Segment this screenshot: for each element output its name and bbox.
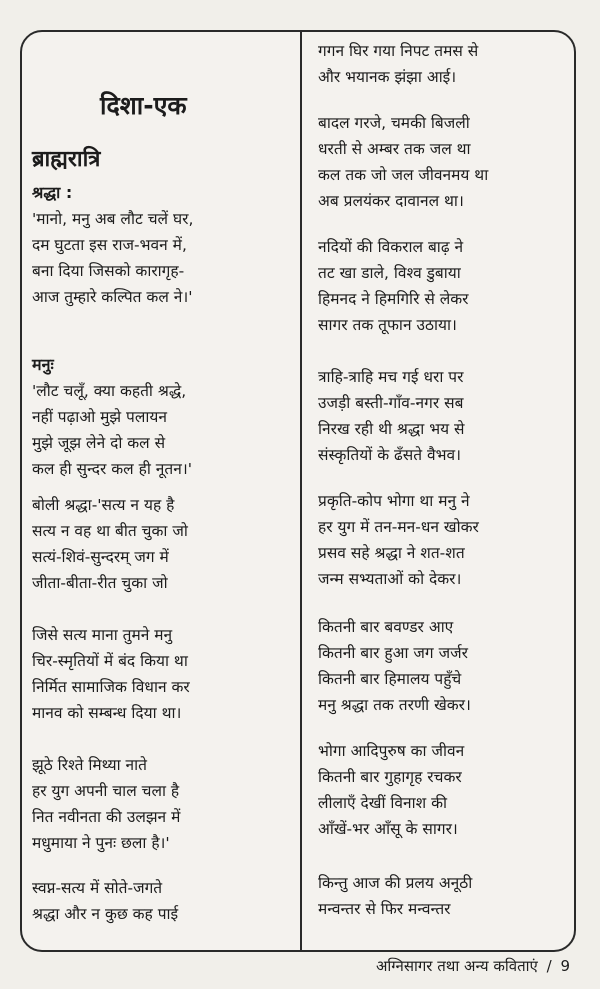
left-stanza [32,492,188,596]
left-stanza [32,752,180,856]
verse-line: उजड़ी बस्ती-गाँव-नगर सब [318,394,464,412]
footer-separator: / [546,957,552,975]
verse-line: हर युग अपनी चाल चला है [32,782,180,800]
verse-line: नहीं पढ़ाओ मुझे पलायन [32,408,167,426]
verse-line: मानव को सम्बन्ध दिया था। [32,704,182,722]
book-title: अग्निसागर तथा अन्य कविताएं [375,957,538,975]
verse-line: कितनी बार गुहागृह रचकर [318,768,462,786]
verse-line: दम घुटता इस राज-भवन में, [32,236,187,254]
verse-line: आज तुम्हारे कल्पित कल ने।' [32,288,193,306]
verse-line: धरती से अम्बर तक जल था [318,140,471,158]
verse-line: झूठे रिश्ते मिथ्या नाते [32,756,148,774]
verse-line: गगन घिर गया निपट तमस से [318,42,479,60]
verse-line: जन्म सभ्यताओं को देकर। [318,570,462,588]
poem-title: ब्राह्मरात्रि [32,147,101,172]
verse-line: प्रसव सहे श्रद्धा ने शत-शत [318,544,465,562]
verse-line: बना दिया जिसको कारागृह- [32,262,185,280]
verse-line: बादल गरजे, चमकी बिजली [318,114,470,132]
left-stanza [32,875,178,927]
left-stanza [32,622,190,726]
verse-line: कितनी बार हिमालय पहुँचे [318,670,462,688]
verse-line: मन्वन्तर से फिर मन्वन्तर [318,900,451,918]
verse-line: स्वप्न-सत्य में सोते-जगते [32,879,163,897]
verse-line: कल ही सुन्दर कल ही नूतन।' [32,460,192,478]
verse-line: प्रकृति-कोप भोगा था मनु ने [318,492,470,510]
verse-line: सागर तक तूफान उठाया। [318,316,457,334]
verse-line: मधुमाया ने पुनः छला है।' [32,834,170,852]
verse-line: लीलाएँ देखीं विनाश की [318,794,448,812]
verse-line: तट खा डाले, विश्व डुबाया [318,264,461,282]
verse-line: त्राहि-त्राहि मच गई धरा पर [318,368,464,386]
verse-line: निर्मित सामाजिक विधान कर [32,678,190,696]
verse-line: कितनी बार बवण्डर आए [318,618,454,636]
verse-line: हिमनद ने हिमगिरि से लेकर [318,290,469,308]
verse-line: अब प्रलयंकर दावानल था। [318,192,464,210]
section-title: दिशा-एक [100,91,187,120]
speaker-label: श्रद्धा : [32,183,73,202]
right-stanza [318,870,472,922]
left-stanza [32,180,193,310]
right-stanza [318,38,478,90]
left-stanza [32,352,192,482]
column-divider [300,30,302,952]
speaker-label: मनुः [32,355,54,374]
verse-line: चिर-स्मृतियों में बंद किया था [32,652,188,670]
verse-line: जिसे सत्य माना तुमने मनु [32,626,173,644]
page-footer [376,956,570,976]
verse-line: कितनी बार हुआ जग जर्जर [318,644,468,662]
right-stanza [318,234,469,338]
verse-line: निरख रही थी श्रद्धा भय से [318,420,465,438]
verse-line: बोली श्रद्धा-'सत्य न यह है [32,496,175,514]
verse-line: श्रद्धा और न कुछ कह पाई [32,905,179,923]
verse-line: सत्यं-शिवं-सुन्दरम् जग में [32,548,169,566]
right-stanza [318,614,471,718]
verse-line: जीता-बीता-रीत चुका जो [32,574,168,592]
verse-line: हर युग में तन-मन-धन खोकर [318,518,479,536]
verse-line: किन्तु आज की प्रलय अनूठी [318,874,473,892]
right-stanza [318,364,465,468]
verse-line: मनु श्रद्धा तक तरणी खेकर। [318,696,471,714]
verse-line: नित नवीनता की उलझन में [32,808,181,826]
verse-line: संस्कृतियों के ढँसते वैभव। [318,446,461,464]
verse-line: 'लौट चलूँ, क्या कहती श्रद्धे, [32,382,187,400]
verse-line: आँखें-भर आँसू के सागर। [318,820,458,838]
verse-line: सत्य न वह था बीत चुका जो [32,522,188,540]
verse-line: मुझे जूझ लेने दो कल से [32,434,166,452]
right-stanza [318,738,464,842]
verse-line: भोगा आदिपुरुष का जीवन [318,742,465,760]
verse-line: कल तक जो जल जीवनमय था [318,166,489,184]
right-stanza [318,488,479,592]
page-number: 9 [560,957,570,975]
verse-line: और भयानक झंझा आई। [318,68,457,86]
right-stanza [318,110,488,214]
verse-line: नदियों की विकराल बाढ़ ने [318,238,464,256]
verse-line: 'मानो, मनु अब लौट चलें घर, [32,210,194,228]
